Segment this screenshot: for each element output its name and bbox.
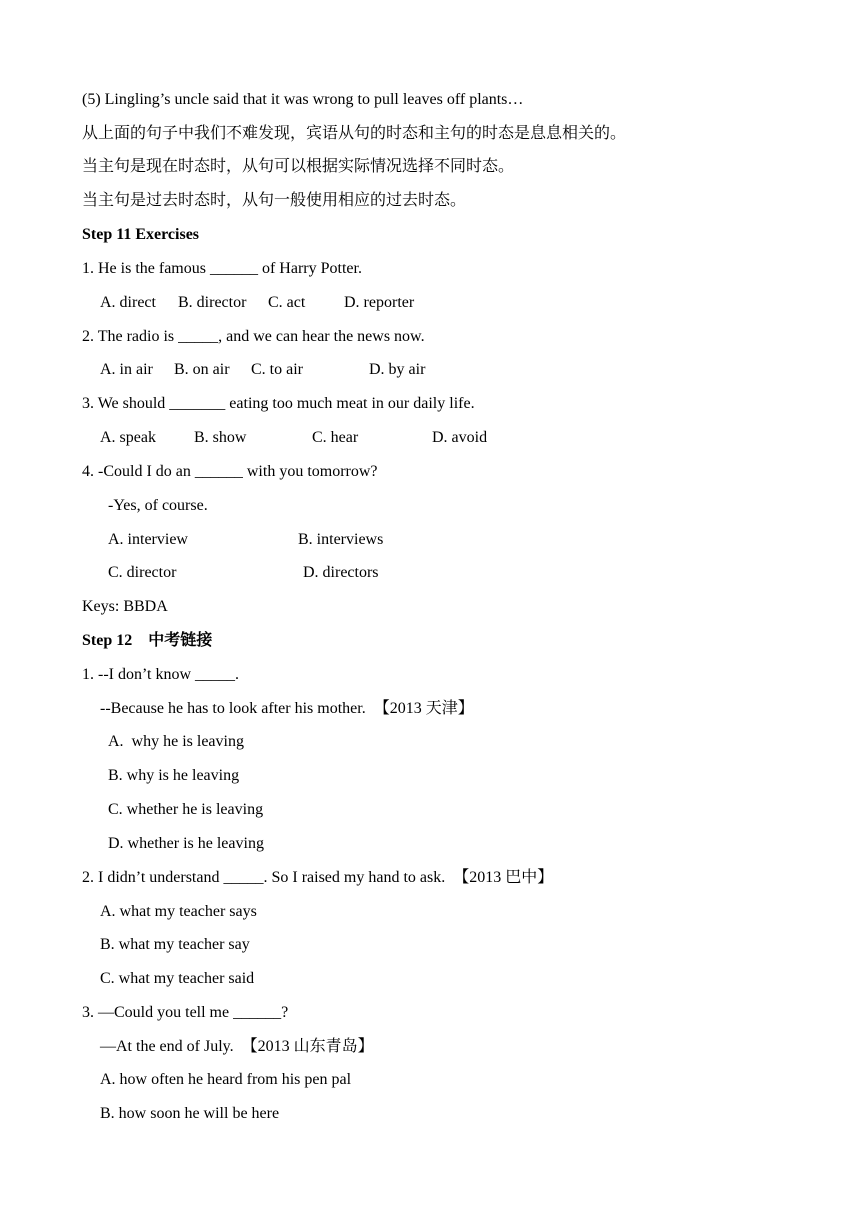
q1-option-a: A. direct (100, 294, 156, 311)
q4-stem: 4. -Could I do an ______ with you tomorrow? (82, 463, 378, 480)
s12-q1-option-a: A. why he is leaving (108, 733, 244, 750)
s12-q1-option-d: D. whether is he leaving (108, 835, 264, 852)
s12-q2-option-b: B. what my teacher say (100, 936, 250, 953)
s12-q3-stem: 3. —Could you tell me ______? (82, 1004, 289, 1021)
q3-stem: 3. We should _______ eating too much meat in our daily life. (82, 395, 475, 412)
q2-option-c: C. to air (251, 361, 303, 378)
s12-q1-option-b: B. why is he leaving (108, 767, 240, 784)
intro-line-1: (5) Lingling’s uncle said that it was wrong to pull leaves off plants… (82, 91, 524, 108)
q3-option-d: D. avoid (432, 429, 488, 446)
q1-stem: 1. He is the famous ______ of Harry Potter. (82, 260, 362, 277)
q3-option-c: C. hear (312, 429, 359, 446)
s12-q2-stem: 2. I didn’t understand _____. So I raised my hand to ask. 【2013 巴中】 (82, 869, 554, 886)
q2-option-d: D. by air (369, 361, 426, 378)
step12-heading: Step 12 中考链接 (82, 632, 213, 649)
s12-q3-option-a: A. how often he heard from his pen pal (100, 1071, 352, 1088)
q4-option-c: C. director (108, 564, 177, 581)
s12-q1-answer: --Because he has to look after his mother. 【2013 天津】 (100, 700, 474, 717)
keys-line: Keys: BBDA (82, 598, 168, 615)
intro-line-2: 从上面的句子中我们不难发现，宾语从句的时态和主句的时态是息息相关的。 (82, 125, 627, 142)
q4-option-d: D. directors (303, 564, 379, 581)
q2-option-b: B. on air (174, 361, 230, 378)
s12-q3-answer: —At the end of July. 【2013 山东青岛】 (100, 1038, 374, 1055)
q1-option-c: C. act (268, 294, 306, 311)
q4-option-b: B. interviews (298, 531, 384, 548)
q1-option-d: D. reporter (344, 294, 415, 311)
s12-q3-option-b: B. how soon he will be here (100, 1105, 280, 1122)
step11-heading: Step 11 Exercises (82, 226, 200, 243)
q3-option-b: B. show (194, 429, 247, 446)
s12-q2-option-a: A. what my teacher says (100, 903, 257, 920)
q3-option-a: A. speak (100, 429, 156, 446)
s12-q1-option-c: C. whether he is leaving (108, 801, 264, 818)
q2-option-a: A. in air (100, 361, 153, 378)
s12-q1-stem: 1. --I don’t know _____. (82, 666, 240, 683)
q2-stem: 2. The radio is _____, and we can hear the news now. (82, 328, 425, 345)
intro-line-4: 当主句是过去时态时，从句一般使用相应的过去时态。 (82, 192, 467, 209)
q4-option-a: A. interview (108, 531, 188, 548)
intro-line-3: 当主句是现在时态时，从句可以根据实际情况选择不同时态。 (82, 158, 515, 175)
q4-answer: -Yes, of course. (108, 497, 208, 514)
s12-q2-option-c: C. what my teacher said (100, 970, 255, 987)
q1-option-b: B. director (178, 294, 247, 311)
